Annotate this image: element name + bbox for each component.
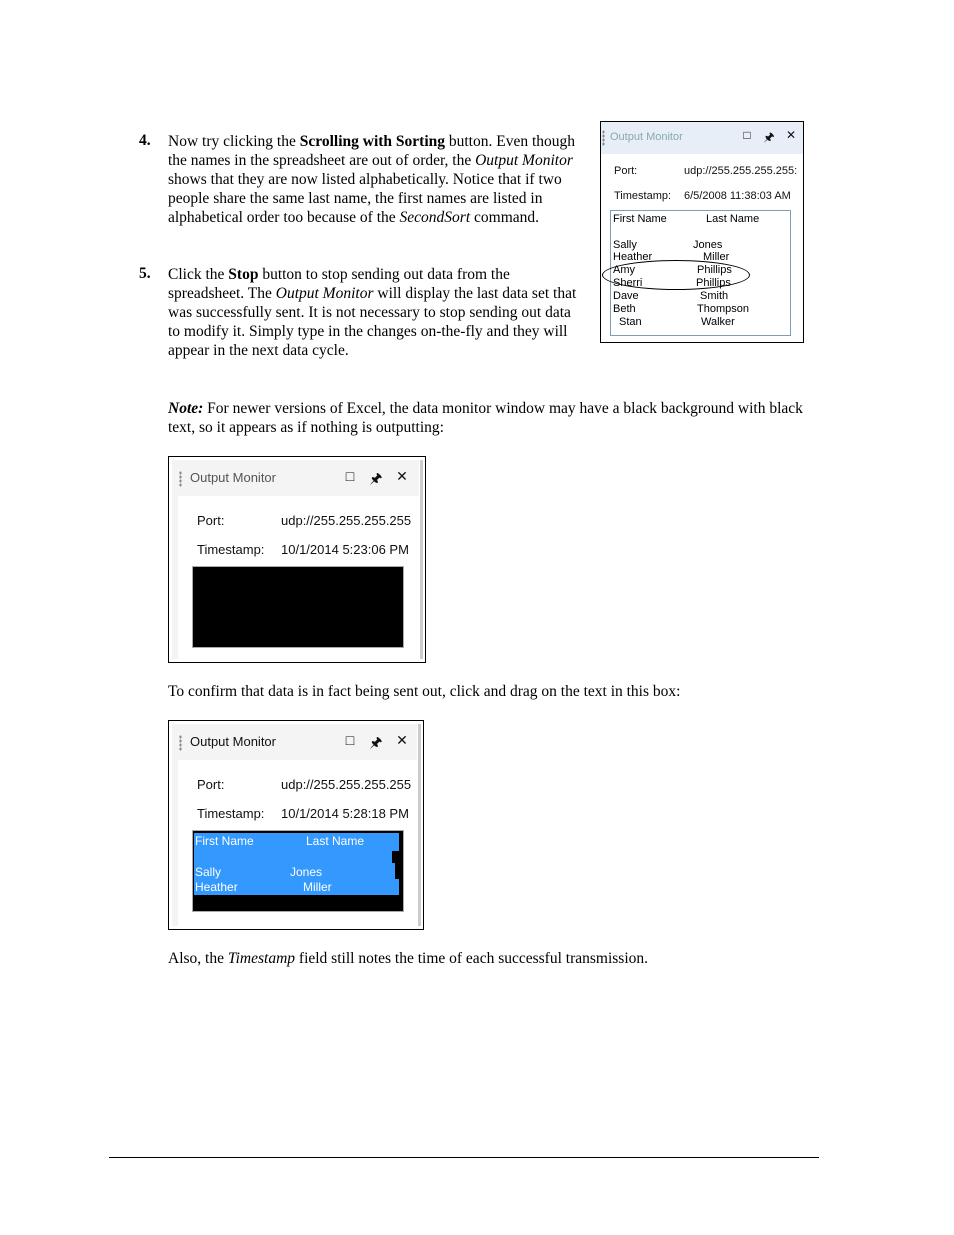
row-first: Sherri <box>613 277 643 289</box>
timestamp-value: 10/1/2014 5:28:18 PM <box>281 806 409 821</box>
pin-icon[interactable]: 🖈︎ <box>369 470 383 486</box>
row-first: Amy <box>613 264 635 276</box>
grip-icon[interactable] <box>602 130 605 146</box>
step-4-text: Now try clicking the Scrolling with Sorting button. Even though the names in the spreadsheet are out of order, the Output Monitor shows that they are now listed alphabetically. Notice that if two people share the same last name, the first names are listed in alphabetical order too because of the SecondSort command. <box>168 133 576 226</box>
pin-icon[interactable]: 🖈︎ <box>369 734 383 750</box>
scrollbar[interactable] <box>420 460 423 659</box>
header-last-name: Last Name <box>706 213 760 225</box>
step-4-number: 4. <box>139 132 151 149</box>
close-icon[interactable]: ✕ <box>396 732 408 748</box>
highlight-ellipse <box>602 260 750 290</box>
row-last: Miller <box>303 880 332 894</box>
row-last: Thompson <box>697 303 749 315</box>
header-last-name: Last Name <box>306 834 365 848</box>
note-text: Note: For newer versions of Excel, the data monitor window may have a black background with black text, so it appears as if nothing is outputting: <box>168 400 803 436</box>
port-value: udp://255.255.255.255 <box>281 777 412 792</box>
header-first-name: First Name <box>613 213 667 225</box>
timestamp-label: Timestamp: <box>614 190 672 202</box>
row-last: Phillips <box>696 277 731 289</box>
grip-icon[interactable] <box>179 471 182 487</box>
row-last: Walker <box>701 316 735 328</box>
row-first: Dave <box>613 290 639 302</box>
timestamp-value: 10/1/2014 5:23:06 PM <box>281 542 409 557</box>
port-label: Port: <box>614 165 638 177</box>
confirm-text: To confirm that data is in fact being sent out, click and drag on the text in this box: <box>168 683 681 700</box>
output-monitor-black <box>168 456 426 663</box>
monitor-title: Output Monitor <box>190 734 276 749</box>
monitor-title: Output Monitor <box>190 470 276 485</box>
monitor-title: Output Monitor <box>610 131 683 143</box>
pin-icon[interactable]: 🖈︎ <box>763 130 775 144</box>
selection-highlight <box>194 851 392 863</box>
row-first: Sally <box>195 865 222 879</box>
port-value: udp://255.255.255.255 <box>281 513 412 528</box>
header-first-name: First Name <box>195 834 254 848</box>
row-last: Phillips <box>697 264 732 276</box>
port-label: Port: <box>197 513 225 528</box>
row-first: Sally <box>613 239 637 251</box>
restore-icon[interactable]: □ <box>345 732 355 748</box>
close-icon[interactable]: ✕ <box>785 128 797 142</box>
row-last: Smith <box>700 290 729 302</box>
monitor-title-bar <box>172 724 417 760</box>
step-5-number: 5. <box>139 265 151 282</box>
monitor-title-bar <box>172 460 419 496</box>
grip-icon[interactable] <box>179 735 182 751</box>
output-monitor-sorted <box>600 121 804 343</box>
scrollbar[interactable] <box>418 724 421 926</box>
row-first: Beth <box>613 303 636 315</box>
data-text-box[interactable] <box>192 566 404 648</box>
timestamp-label: Timestamp: <box>197 542 265 557</box>
row-last: Miller <box>703 251 730 263</box>
monitor-title-bar <box>601 122 803 154</box>
restore-icon[interactable]: □ <box>345 468 355 484</box>
row-last: Jones <box>290 865 323 879</box>
row-first: Stan <box>619 316 642 328</box>
row-first: Heather <box>613 251 653 263</box>
step-5-text: Click the Stop button to stop sending out data from the spreadsheet. The Output Monitor will display the last data set that was successfully sent. It is not necessary to stop sending out data to modify it. Simply type in the changes on-the-fly and they will appear in the next data cycle. <box>168 266 577 359</box>
also-text: Also, the Timestamp field still notes the time of each successful transmission. <box>168 950 649 967</box>
footer-rule <box>109 1157 819 1158</box>
data-text-box[interactable] <box>192 830 404 912</box>
close-icon[interactable]: ✕ <box>396 468 408 484</box>
port-label: Port: <box>197 777 225 792</box>
row-first: Heather <box>195 880 238 894</box>
port-value: udp://255.255.255.255: <box>684 165 798 177</box>
timestamp-label: Timestamp: <box>197 806 265 821</box>
output-monitor-selected <box>168 720 424 930</box>
row-last: Jones <box>693 239 723 251</box>
timestamp-value: 6/5/2008 11:38:03 AM <box>684 190 791 202</box>
restore-icon[interactable]: □ <box>743 128 751 142</box>
